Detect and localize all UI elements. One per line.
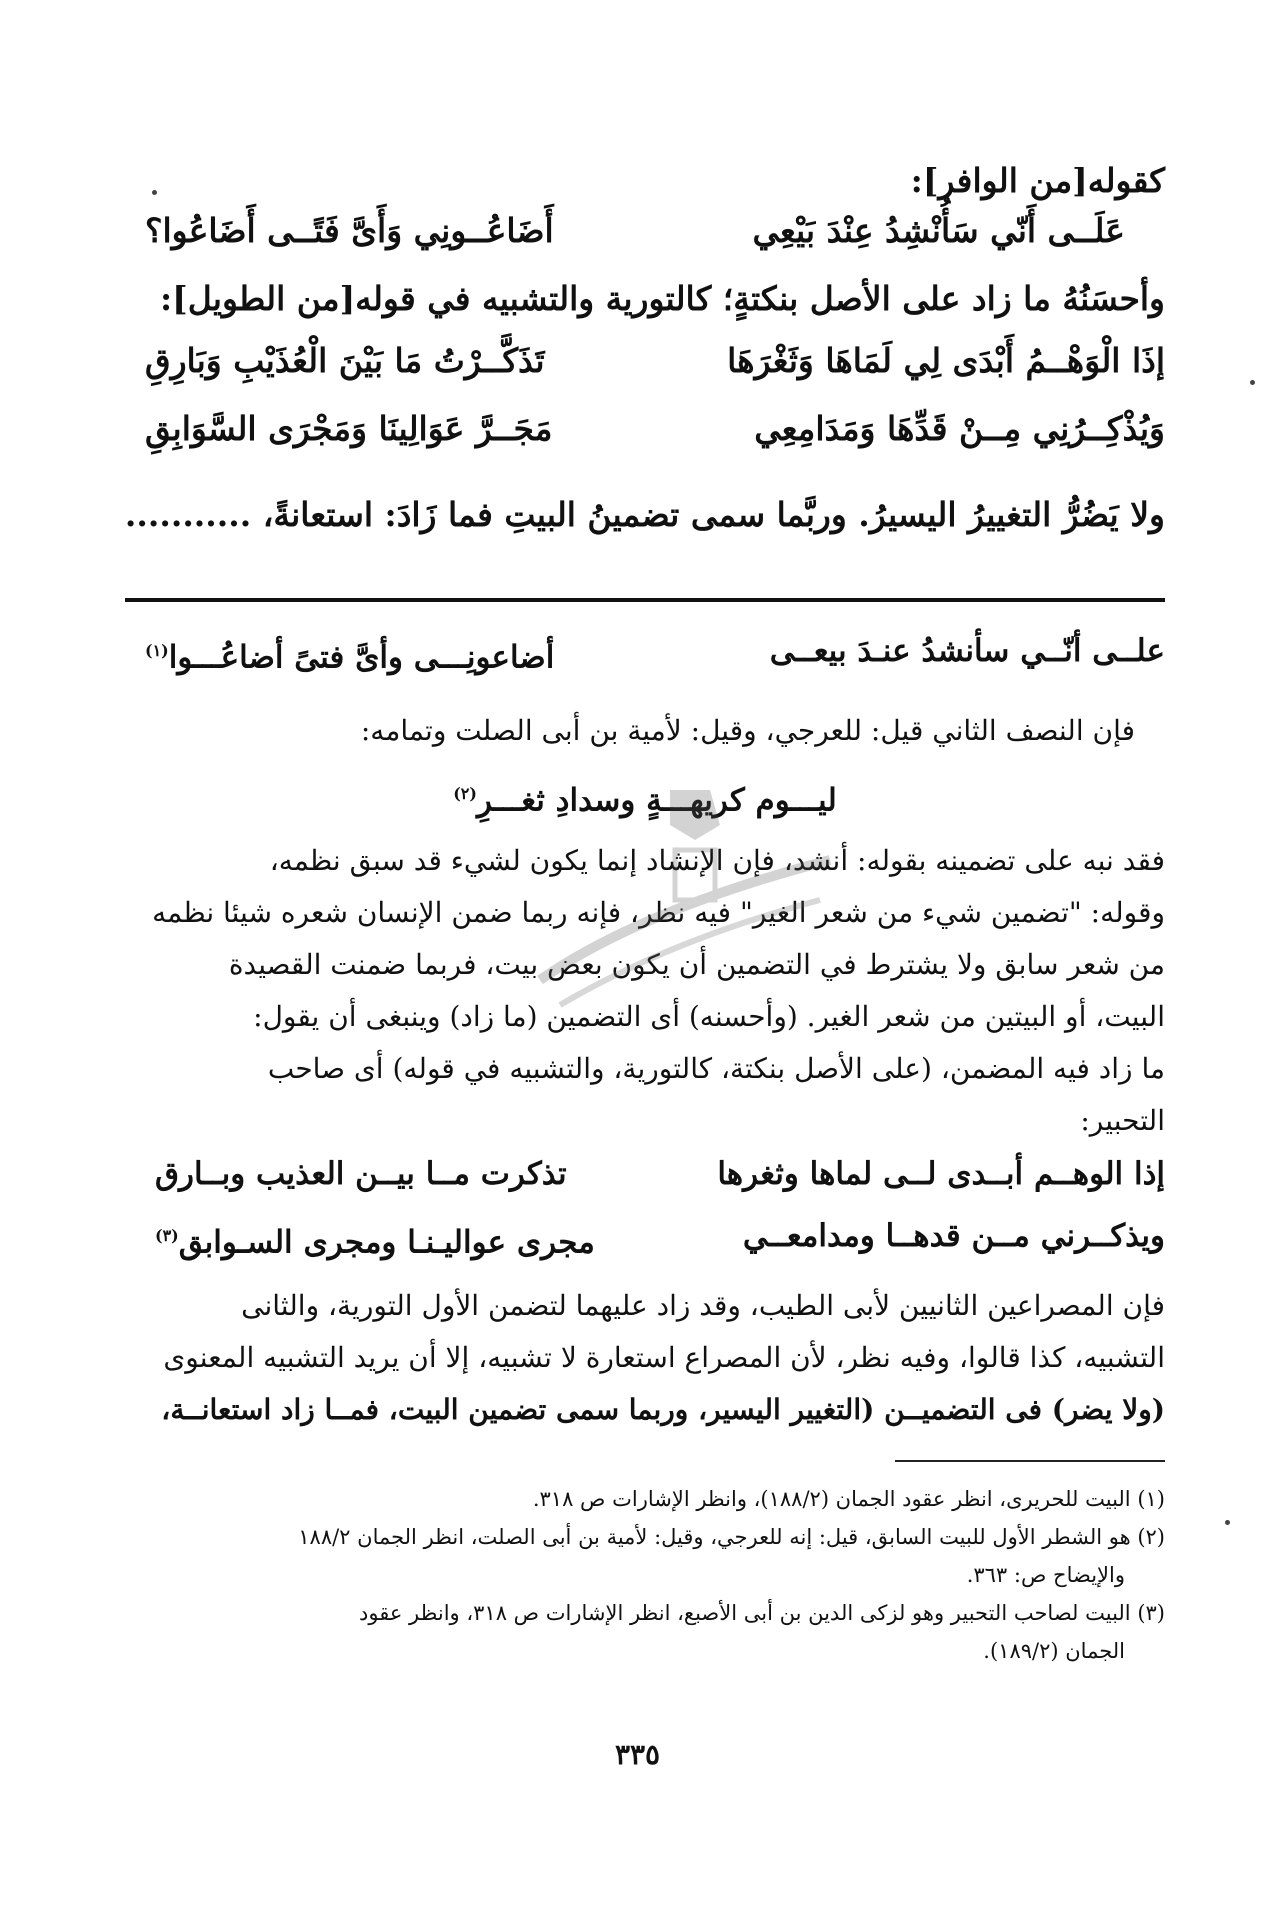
scan-speck (1225, 1520, 1230, 1525)
matn-verse-1-first-hemistich: عَلَــى أَنّي سَأُنْشِدُ عِنْدَ بَيْعِي (752, 211, 1125, 250)
sharh-verse-3-second-hemistich: تذكرت مــا بيــن العذيب وبــارق (155, 1156, 567, 1192)
sharh-line: وقوله: "تضمين شيء من شعر الغير" فيه نظر، فإنه ربما ضمن الإنسان شعره شيئا نظمه (152, 896, 1165, 929)
sharh-line: التشبيه، كذا قالوا، وفيه نظر، لأن المصراع استعارة لا تشبيه، إلا أن يريد التشبيه المعنوى (163, 1341, 1165, 1374)
footnotes (125, 1480, 1165, 1670)
footnote-2: (٢) هو الشطر الأول للبيت السابق، قيل: إنه للعرجي، وقيل: لأمية بن أبى الصلت، انظر الجمان ١٨٨/٢ (298, 1525, 1165, 1549)
sharh-verse-4 (125, 1210, 1165, 1272)
sharh-line: ما زاد فيه المضمن، (على الأصل بنكتة، كالتورية، والتشبيه في قوله) أى صاحب (267, 1052, 1165, 1085)
matn-verse-3-second-hemistich: مَجَــرَّ عَوَالِينَا وَمَجْرَى السَّوَابِقِ (145, 409, 553, 448)
sharh-verse-4-first-hemistich: ويذكــرني مــن قدهــا ومدامعــي (742, 1218, 1165, 1254)
footnote-ref-2: (٢) (453, 784, 477, 803)
sharh-line: فقد نبه على تضمينه بقوله: أنشد، فإن الإنشاد إنما يكون لشيء قد سبق نظمه، (269, 844, 1165, 877)
scan-speck (1250, 380, 1255, 385)
matn-verse-2-second-hemistich: تَذَكَّــرْتُ مَا بَيْنَ الْعُذَيْبِ وَبَارِقِ (145, 341, 545, 380)
footnote-3: (٣) البيت لصاحب التحبير وهو لزكى الدين بن أبى الأصبع، انظر الإشارات ص ٣١٨، وانظر عقود (359, 1601, 1165, 1625)
sharh-line: التحبير: (1080, 1104, 1165, 1137)
matn-line-2: وأحسَنُهُ ما زاد على الأصل بنكتةٍ؛ كالتورية والتشبيه في قوله[من الطويل]: (159, 279, 1165, 318)
matn-verse-2 (125, 330, 1165, 392)
footnote-ref-3: (٣) (155, 1226, 179, 1245)
sharh-verse-3-first-hemistich: إذا الوهــم أبــدى لــى لماها وثغرها (717, 1156, 1165, 1192)
scan-speck (152, 190, 157, 195)
page-number: ٣٣٥ (614, 1738, 661, 1771)
separator-rule (125, 598, 1165, 602)
footnote-ref-1: (١) (145, 641, 169, 660)
matn-verse-2-first-hemistich: إذَا الْوَهْــمُ أَبْدَى لِي لَمَاهَا وَثَغْرَهَا (727, 341, 1165, 380)
sharh-body-2 (125, 1280, 1165, 1436)
footnote-3-continued: الجمان (١٨٩/٢). (983, 1639, 1125, 1663)
sharh-verse-2-text: ليـــوم كريهـــةٍ وسدادِ ثغـــرِ (476, 782, 837, 819)
sharh-line: (ولا يضر) فى التضميــن (التغيير اليسير، وربما سمى تضمين البيت، فمــا زاد استعانــة، (161, 1393, 1165, 1426)
matn-verse-3 (125, 398, 1165, 460)
matn-verse-1-second-hemistich: أَضَاعُــونِي وَأَىَّ فَتًــى أَضَاعُوا؟ (145, 211, 554, 250)
sharh-verse-3 (125, 1148, 1165, 1210)
sharh-line: فإن المصراعين الثانيين لأبى الطيب، وقد زاد عليهما لتضمن الأول التورية، والثانى (241, 1289, 1165, 1322)
sharh-line: البيت، أو البيتين من شعر الغير. (وأحسنه) أى التضمين (ما زاد) وينبغى أن يقول: (253, 1000, 1165, 1033)
sharh-verse-1 (125, 625, 1165, 687)
sharh-verse-4-second-hemistich: مجرى عواليـنـا ومجرى السـوابق (178, 1224, 595, 1261)
footnote-2-continued: والإيضاح ص: ٣٦٣. (966, 1563, 1125, 1587)
footnote-1: (١) البيت للحريرى، انظر عقود الجمان (١٨٨/٢)، وانظر الإشارات ص ٣١٨. (532, 1487, 1165, 1511)
sharh-verse-1-first-hemistich: علــى أنّــي سأنشدُ عنـدَ بيعــى (769, 633, 1165, 669)
sharh-verse-2 (125, 768, 1165, 826)
sharh-verse-1-second-hemistich: أضاعونِـــى وأىَّ فتىً أضاعُـــوا (168, 639, 555, 676)
footnote-separator (895, 1460, 1165, 1462)
matn-line-3: ولا يَضُرُّ التغييرُ اليسيرُ. وربَّما سمى تضمينُ البيتِ فما زَادَ: استعانةً، ........... (124, 495, 1165, 534)
sharh-line: من شعر سابق ولا يشترط في التضمين أن يكون بعض بيت، فربما ضمنت القصيدة (228, 948, 1165, 981)
sharh-body (125, 835, 1165, 1147)
sharh-paragraph-1: فإن النصف الثاني قيل: للعرجي، وقيل: لأمية بن أبى الصلت وتمامه: (360, 714, 1135, 747)
matn-verse-1 (125, 200, 1165, 262)
matn-intro: كقوله[من الوافر]: (910, 161, 1165, 200)
matn-verse-3-first-hemistich: وَيُذْكِــرُنِي مِــنْ قَدِّهَا وَمَدَامِعِي (754, 409, 1165, 448)
